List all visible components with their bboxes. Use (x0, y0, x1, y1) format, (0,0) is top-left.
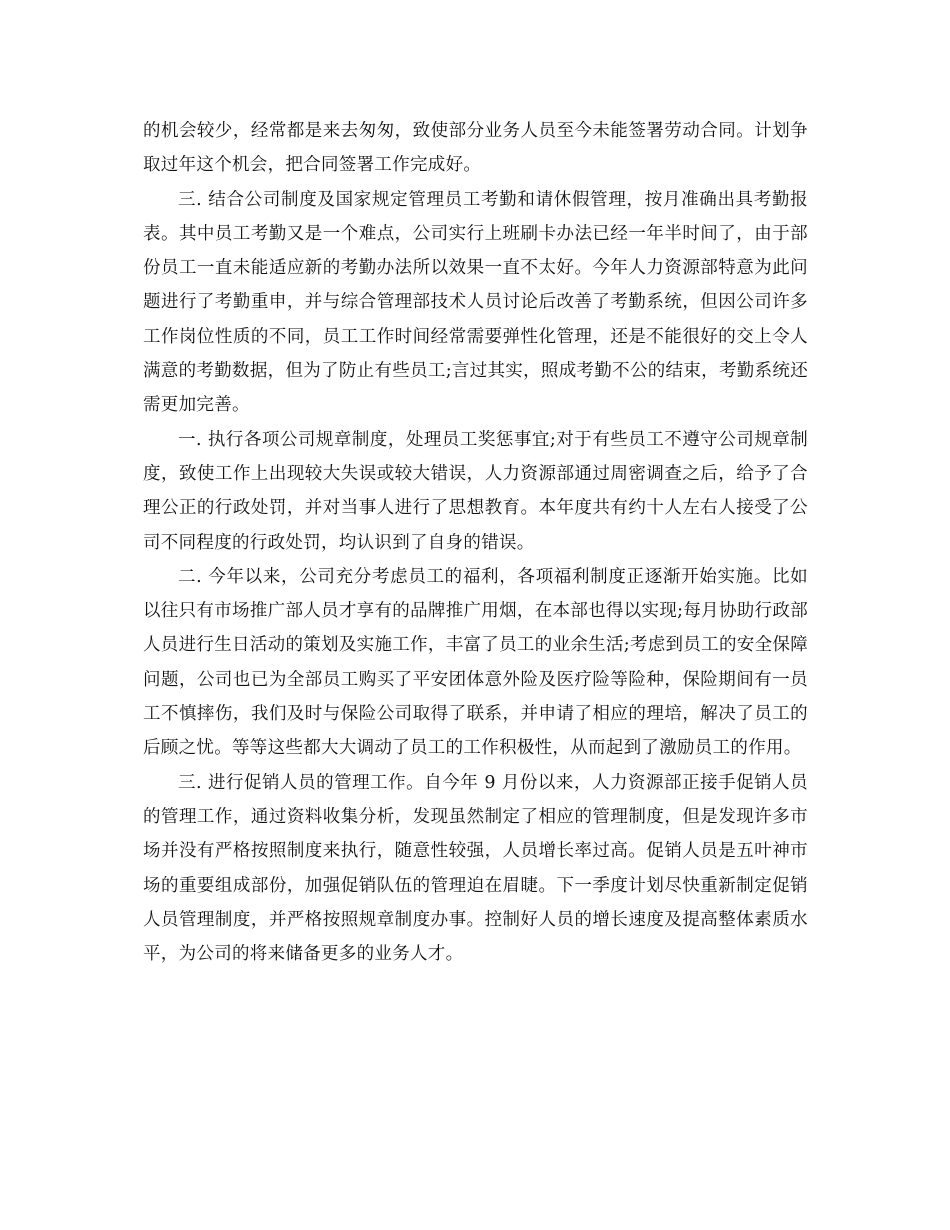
paragraph-employee-welfare: 二. 今年以来，公司充分考虑员工的福利，各项福利制度正逐渐开始实施。比如以往只有市场推广部人员才享有的品牌推广用烟，在本部也得以实现;每月协助行政部人员进行生日活动的策划及实施工作，丰富了员工的业余生活;考虑到员工的安全保障问题，公司也已为全部员工购买了平安团体意外险及医疗险等险种，保险期间有一员工不慎摔伤，我们及时与保险公司取得了联系，并申请了相应的理培，解决了员工的后顾之忧。等等这些都大大调动了员工的工作积极性，从而起到了激励员工的作用。 (143, 566, 808, 759)
paragraph-rules-enforcement: 一. 执行各项公司规章制度，处理员工奖惩事宜;对于有些员工不遵守公司规章制度，致使工作上出现较大失误或较大错误，人力资源部通过周密调查之后，给予了合理公正的行政处罚，并对当事人进行了思想教育。本年度共有约十人左右人接受了公司不同程度的行政处罚，均认识到了自身的错误。 (143, 429, 808, 553)
document-body (143, 114, 808, 971)
paragraph-promoter-management: 三. 进行促销人员的管理工作。自今年 9 月份以来，人力资源部正接手促销人员的管理工作，通过资料收集分析，发现虽然制定了相应的管理制度，但是发现许多市场并没有严格按照制度来执行，随意性较强，人员增长率过高。促销人员是五叶神市场的重要组成部份，加强促销队伍的管理迫在眉睫。下一季度计划尽快重新制定促销人员管理制度，并严格按照规章制度办事。控制好人员的增长速度及提高整体素质水平，为公司的将来储备更多的业务人才。 (143, 772, 808, 965)
paragraph-contract-signing: 的机会较少，经常都是来去匆匆，致使部分业务人员至今未能签署劳动合同。计划争取过年这个机会，把合同签署工作完成好。 (143, 121, 808, 176)
paragraph-attendance-management: 三. 结合公司制度及国家规定管理员工考勤和请休假管理，按月准确出具考勤报表。其中员工考勤又是一个难点，公司实行上班刷卡办法已经一年半时间了，由于部份员工一直未能适应新的考勤办法所以效果一直不太好。今年人力资源部特意为此问题进行了考勤重申，并与综合管理部技术人员讨论后改善了考勤系统，但因公司许多工作岗位性质的不同，员工工作时间经常需要弹性化管理，还是不能很好的交上令人满意的考勤数据，但为了防止有些员工;言过其实，照成考勤不公的结束，考勤系统还需更加完善。 (143, 189, 808, 416)
